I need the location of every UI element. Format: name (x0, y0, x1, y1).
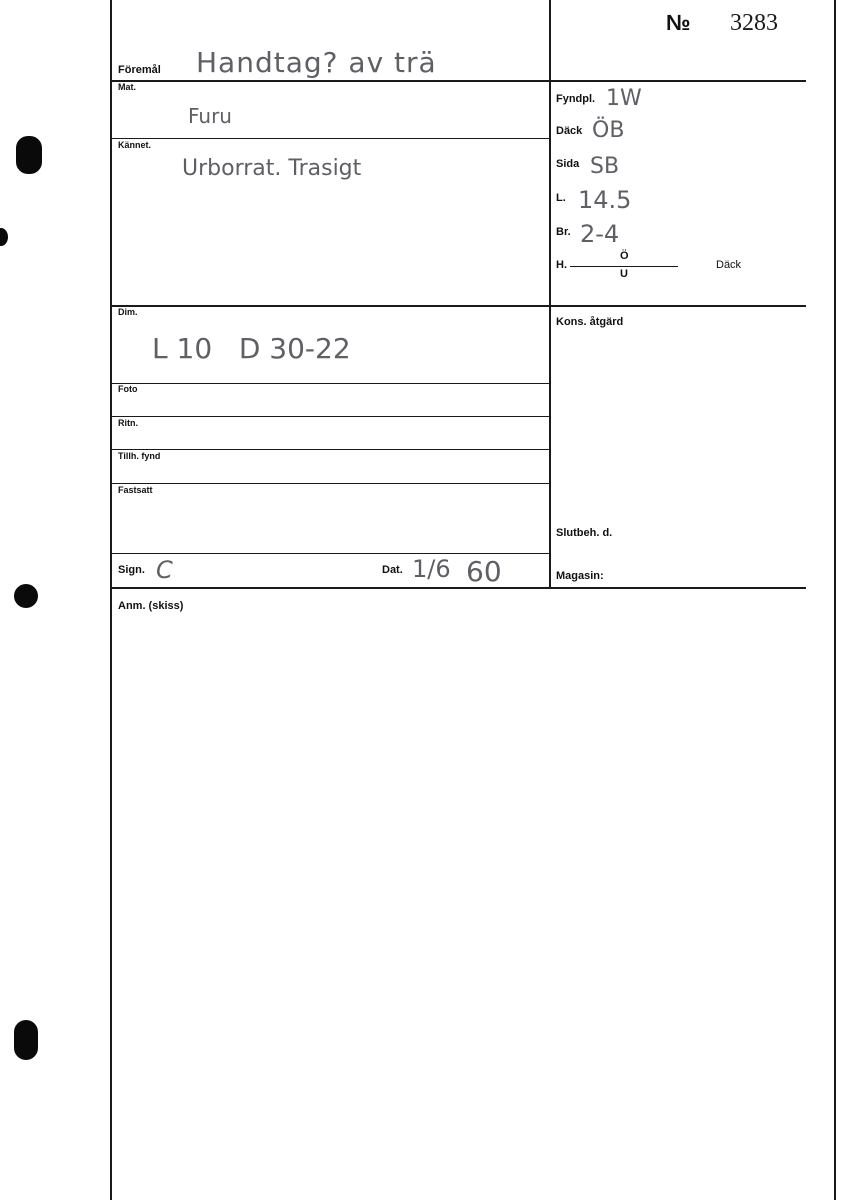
h-fraction-line (570, 266, 678, 267)
handwritten-fyndpl: 1W (606, 86, 642, 111)
label-ritn: Ritn. (118, 418, 138, 428)
label-fyndpl: Fyndpl. (556, 93, 596, 105)
label-dack: Däck (556, 125, 583, 137)
label-magasin: Magasin: (556, 570, 604, 582)
card-column-divider (549, 0, 551, 588)
label-kannet: Kännet. (118, 140, 152, 150)
label-h-dack: Däck (716, 259, 742, 271)
label-dim: Dim. (118, 307, 138, 317)
handwritten-dack: ÖB (592, 118, 625, 143)
handwritten-sida: SB (590, 154, 620, 179)
label-br: Br. (556, 226, 571, 238)
handwritten-br: 2-4 (580, 220, 620, 248)
punch-hole-edge-notch (0, 228, 8, 246)
handwritten-kannet: Urborrat. Trasigt (182, 156, 362, 181)
label-h: H. (556, 259, 567, 271)
label-dat: Dat. (382, 564, 403, 576)
rule-mat (112, 138, 549, 139)
card-number: 3283 (730, 10, 778, 36)
handwritten-dim: L 10 D 30-22 (152, 332, 351, 365)
label-h-over: Ö (620, 250, 629, 262)
label-foremal: Föremål (118, 64, 161, 76)
label-tillh-fynd: Tillh. fynd (118, 451, 161, 461)
rule-sign (112, 553, 549, 554)
card-left-margin-line (110, 0, 112, 1200)
label-kons-atgard: Kons. åtgärd (556, 316, 624, 328)
handwritten-foremal: Handtag? av trä (196, 46, 437, 79)
rule-foto (112, 383, 549, 384)
rule-dim (112, 305, 806, 307)
label-h-under: U (620, 268, 628, 280)
punch-hole-top (16, 136, 42, 174)
handwritten-mat: Furu (188, 104, 232, 128)
rule-tillh (112, 449, 549, 450)
label-fastsatt: Fastsatt (118, 485, 153, 495)
punch-hole-middle (14, 584, 38, 608)
label-l: L. (556, 192, 566, 204)
handwritten-l: 14.5 (578, 186, 632, 214)
rule-anm (112, 587, 806, 589)
card-right-border (834, 0, 836, 1200)
handwritten-dat-year: 60 (466, 555, 502, 588)
number-sign: № (666, 10, 691, 35)
punch-hole-bottom (14, 1020, 38, 1060)
label-sign: Sign. (118, 564, 145, 576)
rule-fastsatt (112, 483, 549, 484)
label-slutbeh: Slutbeh. d. (556, 527, 613, 539)
label-foto: Foto (118, 384, 138, 394)
handwritten-sign: C (156, 556, 173, 584)
handwritten-dat-day-month: 1/6 (412, 555, 451, 583)
label-anm: Anm. (skiss) (118, 600, 184, 612)
rule-foremal (112, 80, 806, 82)
rule-ritn (112, 416, 549, 417)
label-sida: Sida (556, 158, 580, 170)
label-mat: Mat. (118, 82, 136, 92)
